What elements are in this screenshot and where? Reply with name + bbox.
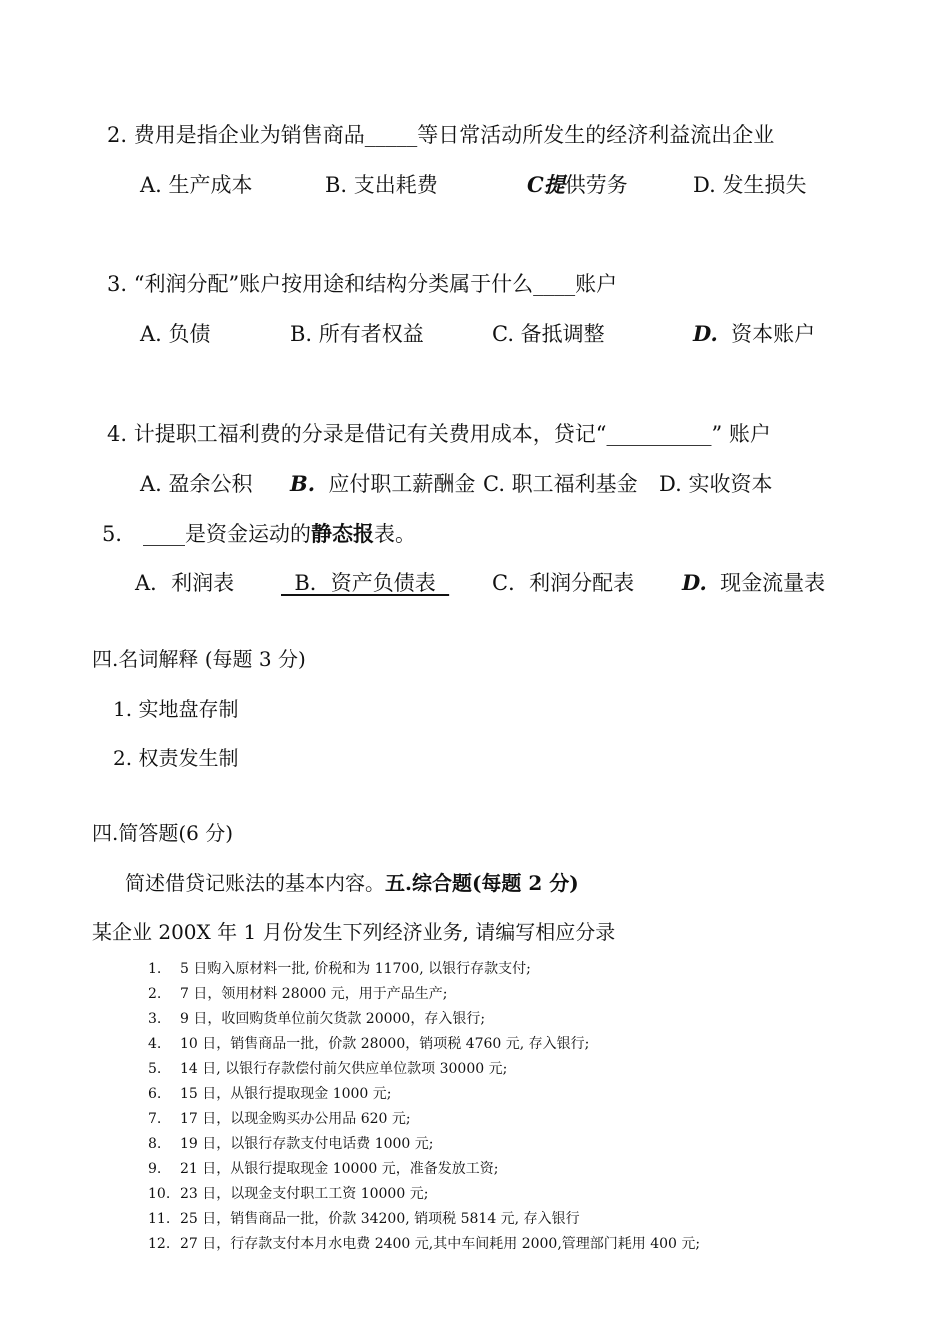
list-item-number: 9. <box>148 1161 162 1177</box>
list-item <box>148 1108 411 1128</box>
list-item-number: 8. <box>148 1136 162 1152</box>
q5-stem-bold: 静态报 <box>311 521 375 546</box>
short-answer-heading: 四.简答题(6 分) <box>92 821 234 845</box>
q4-option-b <box>290 468 475 498</box>
list-item <box>148 1008 485 1028</box>
q2-option-c <box>527 169 628 199</box>
q5-option-d <box>682 567 825 597</box>
q5-option-d-prefix: D. <box>682 570 707 595</box>
q3-option-d-rest: 资本账户 <box>731 322 816 346</box>
q5-stem-prefix: 5． ____是资金运动的 <box>102 522 312 546</box>
question-2-stem: 2. 费用是指企业为销售商品_____等日常活动所发生的经济利益流出企业 <box>107 123 775 147</box>
list-item-number: 6. <box>148 1086 162 1102</box>
list-item-text: 10 日，销售商品一批，价款 28000，销项税 4760 元, 存入银行; <box>180 1036 590 1052</box>
list-item <box>148 1133 434 1153</box>
q3-option-d-prefix: D. <box>693 321 718 346</box>
list-item-text: 5 日购入原材料一批, 价税和为 11700, 以银行存款支付; <box>180 961 531 977</box>
list-item <box>148 1158 498 1178</box>
q2-option-c-prefix: C提 <box>527 172 565 197</box>
q5-option-d-rest: 现金流量表 <box>720 571 826 595</box>
list-item <box>148 958 531 978</box>
short-answer-question: 简述借贷记账法的基本内容。 <box>125 871 385 895</box>
list-item-number: 7. <box>148 1111 162 1127</box>
q4-option-a: A. 盈余公积 <box>140 472 253 496</box>
list-item-number: 3. <box>148 1011 162 1027</box>
question-3-stem: 3. “利润分配”账户按用途和结构分类属于什么____账户 <box>107 272 618 296</box>
q5-option-a: A．利润表 <box>135 571 235 595</box>
list-item-text: 14 日, 以银行存款偿付前欠供应单位款项 30000 元; <box>180 1061 508 1077</box>
list-item <box>148 983 448 1003</box>
list-item <box>148 1208 580 1228</box>
q2-option-a: A. 生产成本 <box>140 173 253 197</box>
list-item-number: 5. <box>148 1061 162 1077</box>
list-item-text: 23 日，以现金支付职工工资 10000 元; <box>180 1186 429 1202</box>
term-item-1: 1. 实地盘存制 <box>113 697 239 721</box>
list-item-number: 2. <box>148 986 162 1002</box>
q3-option-a: A. 负债 <box>140 322 211 346</box>
list-item-text: 19 日，以银行存款支付电话费 1000 元; <box>180 1136 434 1152</box>
list-item <box>148 1233 700 1253</box>
list-item-text: 25 日，销售商品一批，价款 34200, 销项税 5814 元, 存入银行 <box>180 1211 580 1227</box>
term-item-2: 2. 权责发生制 <box>113 746 239 770</box>
q2-option-d: D. 发生损失 <box>693 173 807 197</box>
list-item-text: 17 日，以现金购买办公用品 620 元; <box>180 1111 411 1127</box>
list-item-text: 15 日，从银行提取现金 1000 元; <box>180 1086 392 1102</box>
list-item-text: 27 日，行存款支付本月水电费 2400 元,其中车间耗用 2000,管理部门耗用 400 元; <box>180 1236 701 1252</box>
list-item-number: 10. <box>148 1186 171 1202</box>
list-item-number: 1. <box>148 961 162 977</box>
q2-option-b: B. 支出耗费 <box>325 173 438 197</box>
comprehensive-intro: 某企业 200X 年 1 月份发生下列经济业务, 请编写相应分录 <box>92 920 616 944</box>
list-item <box>148 1033 589 1053</box>
list-item-number: 4. <box>148 1036 162 1052</box>
q2-option-c-rest: 供劳务 <box>564 173 628 197</box>
terms-heading: 四.名词解释 (每题 3 分) <box>92 647 306 671</box>
q4-option-d: D. 实收资本 <box>659 472 773 496</box>
q4-option-c: C. 职工福利基金 <box>483 472 638 496</box>
q4-option-b-rest: 应付职工薪酬金 <box>328 472 476 496</box>
q5-option-b: B．资产负债表 <box>281 571 450 595</box>
q3-option-c: C. 备抵调整 <box>492 322 605 346</box>
list-item <box>148 1183 428 1203</box>
question-5-stem <box>102 518 416 548</box>
list-item <box>148 1083 392 1103</box>
list-item-number: 11. <box>148 1211 171 1227</box>
list-item-number: 12. <box>148 1236 171 1252</box>
list-item-text: 9 日，收回购货单位前欠货款 20000，存入银行; <box>180 1011 486 1027</box>
question-4-stem: 4. 计提职工福利费的分录是借记有关费用成本，贷记“__________” 账户 <box>107 422 771 446</box>
q3-option-d <box>693 318 815 348</box>
q5-option-c: C．利润分配表 <box>492 571 635 595</box>
comprehensive-heading: 五.综合题(每题 2 分) <box>385 871 579 895</box>
list-item-text: 21 日，从银行提取现金 10000 元，准备发放工资; <box>180 1161 499 1177</box>
q5-stem-suffix: 表。 <box>374 522 417 546</box>
q4-option-b-prefix: B. <box>290 471 316 496</box>
short-answer-line <box>125 867 579 896</box>
list-item <box>148 1058 507 1078</box>
q3-option-b: B. 所有者权益 <box>290 322 424 346</box>
list-item-text: 7 日，领用材料 28000 元，用于产品生产; <box>180 986 448 1002</box>
